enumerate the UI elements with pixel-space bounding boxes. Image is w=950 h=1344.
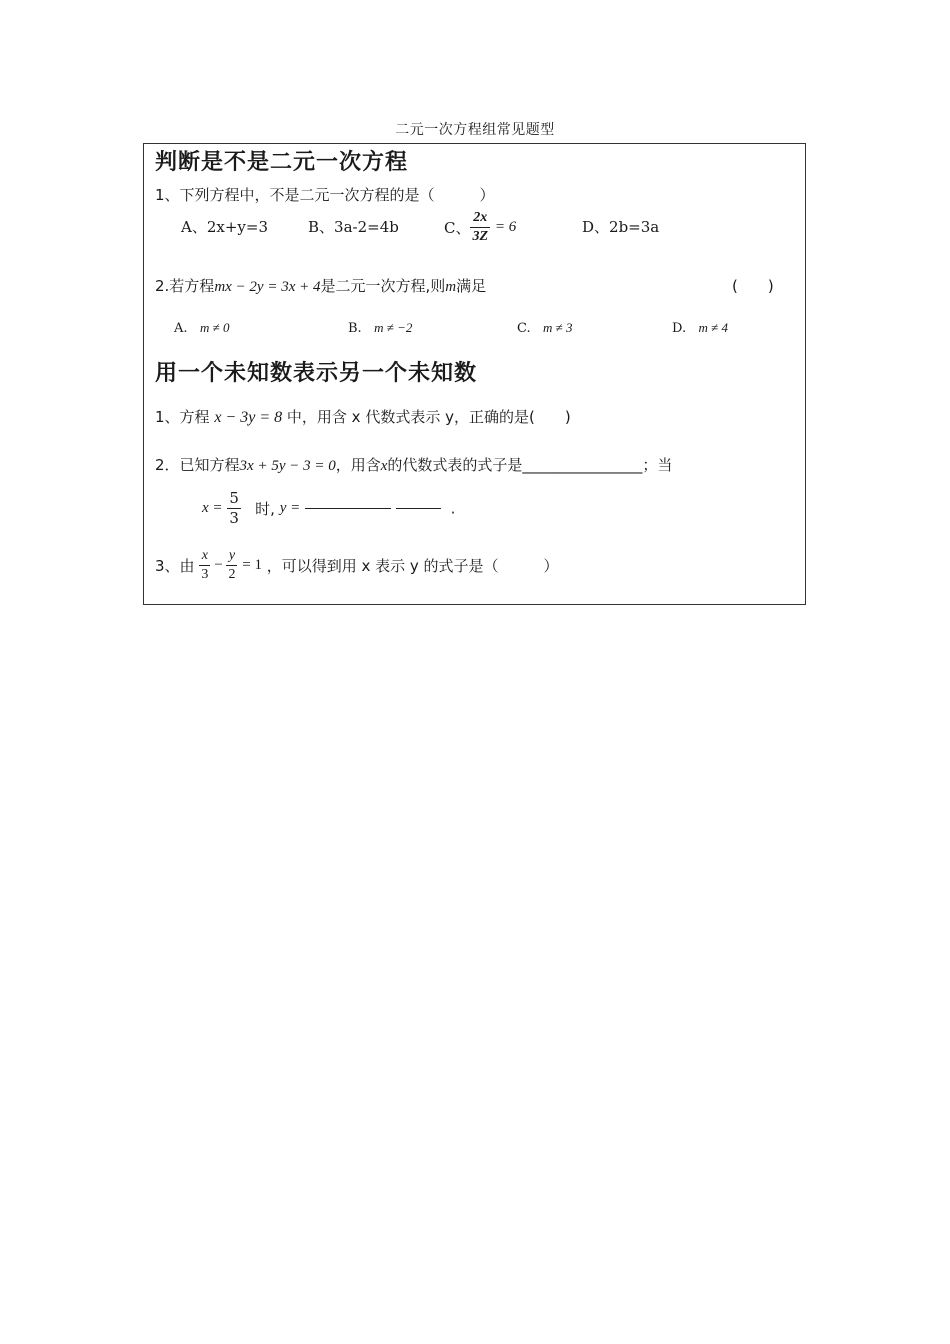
s2-q3-minus: − — [213, 557, 224, 573]
s2-q2-prefix: 2．已知方程 — [155, 456, 240, 474]
q2-option-a-expr: m ≠ 0 — [199, 320, 230, 335]
s2-q3-fraction-y — [226, 549, 237, 582]
s2-q2-when: 时, — [255, 500, 275, 518]
s2-q1-suffix: 中，用含 x 代数式表示 y，正确的是( ) — [286, 408, 571, 426]
option-c-fraction — [470, 211, 490, 244]
q2-option-d-expr: m ≠ 4 — [698, 320, 729, 335]
q2-option-b-label: B. — [348, 321, 362, 336]
question-2-prefix: 2.若方程 — [155, 277, 215, 295]
s2-q2-line2 — [202, 491, 455, 526]
s2-q2-expression: 3x + 5y − 3 = 0 — [239, 458, 336, 474]
q2-option-c-label: C. — [517, 321, 531, 336]
s2-q3-frac2-num: y — [226, 549, 237, 566]
q2-option-b-expr: m ≠ −2 — [374, 320, 413, 335]
document-title: 二元一次方程组常见题型 — [395, 122, 555, 138]
s2-q3-frac2-den: 2 — [228, 567, 236, 582]
s2-q2-fraction-numerator: 5 — [229, 489, 239, 507]
s2-q2-y-equals: y = — [279, 500, 301, 516]
option-c-rhs: = 6 — [494, 219, 517, 235]
q2-option-c — [517, 320, 573, 336]
s2-q3-prefix: 3、由 — [155, 557, 195, 575]
option-c-label: C、 — [444, 219, 471, 237]
question-2-m2: m — [445, 279, 457, 295]
s2-question-2 — [155, 454, 672, 475]
s2-q3-frac1-den: 3 — [201, 567, 209, 582]
question-2-suffix: 满足 — [456, 277, 487, 295]
q2-option-b — [348, 320, 412, 336]
q2-option-a — [174, 320, 229, 336]
q2-option-d — [672, 320, 728, 336]
s2-q2-var: x — [380, 458, 388, 474]
option-c-denominator: 3Z — [472, 229, 489, 244]
s2-q3-rhs: = 1 — [242, 557, 262, 573]
s2-q3-suffix: ，可以得到用 x 表示 y 的式子是（ ） — [266, 557, 559, 575]
q2-option-a-label: A. — [174, 321, 188, 336]
question-2-answer-paren: ( ) — [732, 277, 774, 295]
s2-q2-answer-blank-2[interactable] — [396, 508, 441, 509]
option-c — [444, 211, 516, 244]
s2-q2-mid: ，用含 — [335, 456, 381, 474]
s2-q2-answer-blank-1[interactable] — [305, 508, 391, 509]
s2-q2-x-equals: x = — [202, 500, 223, 516]
option-b: B、3a-2=4b — [308, 218, 399, 236]
q2-option-c-expr: m ≠ 3 — [543, 320, 573, 335]
s2-q1-prefix: 1、方程 — [155, 408, 210, 426]
question-1-text: 1、下列方程中，不是二元一次方程的是（ ） — [155, 186, 495, 204]
question-2-m: m — [214, 279, 226, 295]
option-c-numerator: 2x — [470, 211, 490, 228]
s2-q2-fraction-denominator: 3 — [229, 509, 239, 527]
s2-q2-end: . — [450, 499, 456, 518]
s2-question-3 — [155, 549, 559, 582]
question-2-line — [155, 275, 486, 296]
option-d: D、2b=3a — [582, 218, 660, 236]
question-box — [143, 143, 806, 605]
q2-option-d-label: D. — [672, 321, 687, 336]
s2-q3-fraction-x — [199, 549, 210, 582]
s2-q1-expression: x − 3y = 8 — [214, 409, 283, 426]
section-heading-express: 用一个未知数表示另一个未知数 — [155, 360, 478, 386]
s2-q2-fraction — [227, 491, 241, 526]
question-2-mid: 是二元一次方程,则 — [320, 277, 446, 295]
s2-question-1 — [155, 406, 571, 427]
option-a: A、2x+y=3 — [181, 218, 268, 236]
question-2-expression: x − 2y = 3x + 4 — [225, 279, 321, 295]
s2-q2-suffix: 的代数式表的式子是________________；当 — [387, 456, 673, 474]
s2-q3-frac1-num: x — [199, 549, 210, 566]
section-heading-judge: 判断是不是二元一次方程 — [155, 149, 409, 175]
